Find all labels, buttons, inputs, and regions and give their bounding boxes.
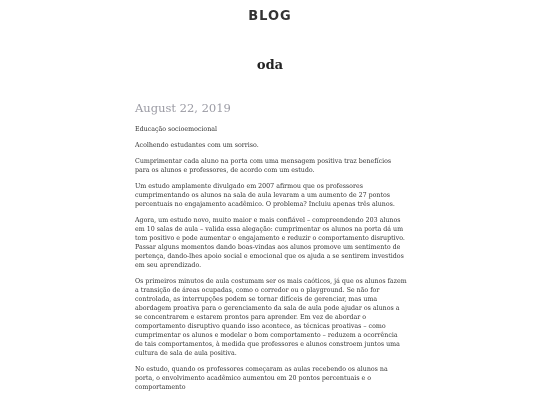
post-content	[135, 125, 407, 399]
paragraph: No estudo, quando os professores começaram as aulas recebendo os alunos na porta, o envolvimento acadêmico aumentou em 20 pontos percentuais e o comportamento	[135, 366, 388, 391]
site-title-link[interactable]: BLOG	[248, 9, 292, 24]
post-date: August 22, 2019	[135, 101, 231, 115]
paragraph: Cumprimentar cada aluno na porta com uma mensagem positiva traz benefícios para os alunos e professores, de acordo com um estudo.	[135, 158, 392, 174]
paragraph: Agora, um estudo novo, muito maior e mais confiável – compreendendo 203 alunos em 10 salas de aula – valida essa alegação: cumprimentar os alunos na porta dá um tom positivo e pode aumentar o engajamento e reduzir o comportamento disruptivo. Passar alguns momentos dando boas-vindas aos alunos promove um sentimento de pertença, dando-lhes apoio social e emocional que os ajuda a se sentirem investidos em seu aprendizado.	[135, 217, 405, 269]
paragraph: Os primeiros minutos de aula costumam ser os mais caóticos, já que os alunos fazem a transição de áreas ocupadas, como o corredor ou o playground. Se não for controlada, as interrupções podem se tornar difíceis de gerenciar, mas uma abordagem proativa para o gerenciamento da sala de aula pode ajudar os alunos a se concentrarem e estarem prontos para aprender. Em vez de abordar o comportamento disruptivo quando isso acontece, as técnicas proativas – como cumprimentar os alunos e modelar o bom comportamento – reduzem a ocorrência de tais comportamentos, à medida que professores e alunos constroem juntos uma cultura de sala de aula positiva.	[135, 278, 407, 357]
paragraph: Um estudo amplamente divulgado em 2007 afirmou que os professores cumprimentando os alunos na sala de aula levaram a um aumento de 27 pontos percentuais no engajamento acadêmico. O problema? Incluiu apenas três alunos.	[135, 183, 395, 208]
paragraph-intro: Acolhendo estudantes com um sorriso.	[135, 142, 259, 149]
post-title: oda	[256, 58, 284, 73]
paragraph-heading: Educação socioemocional	[135, 126, 218, 133]
